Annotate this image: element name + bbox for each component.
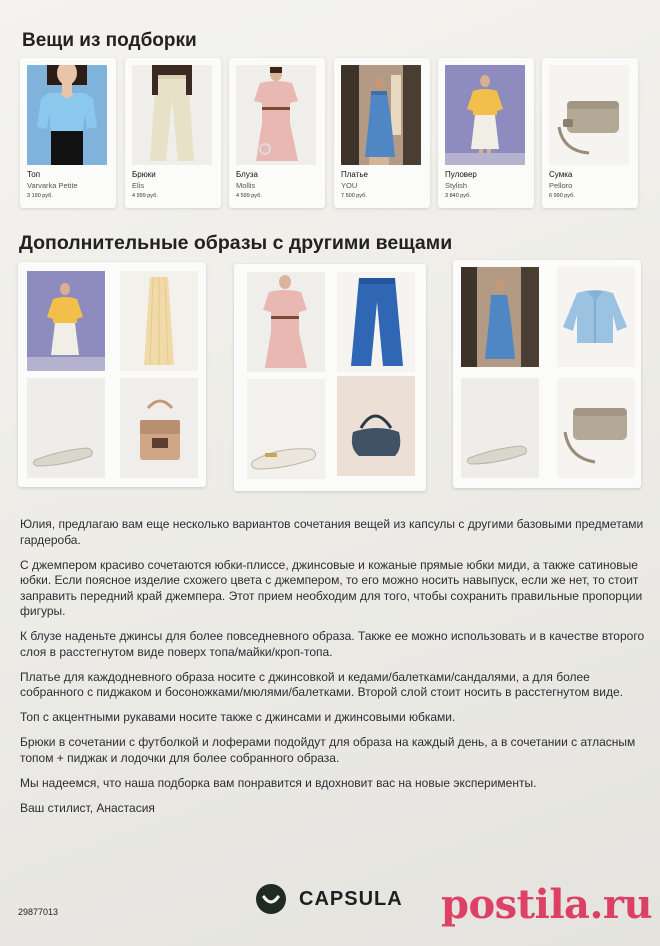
item-card-top[interactable]	[20, 58, 116, 208]
item-photo-dress	[341, 65, 421, 165]
item-brand: YOU	[341, 181, 358, 190]
capsula-smile-icon	[255, 883, 287, 915]
look-3-flats	[461, 378, 539, 478]
item-category: Платье	[341, 170, 368, 179]
message-paragraph: С джемпером красиво сочетаются юбки-плиссе, джинсовые и кожаные прямые юбки миди, а также сатиновые юбки. Если поясное изделие схожего цвета с джемпером, то его можно носить навыпуск, если же нет, то стоит заправить передний край джемпера. Этот прием необходим для того, чтобы сохранить правильные пропорции фигуры.	[20, 557, 643, 618]
capsula-logo	[255, 883, 403, 915]
look-3-bag	[557, 378, 635, 478]
looks-section-title: Дополнительные образы с другими вещами	[19, 232, 453, 254]
item-brand: Varvarka Petite	[27, 181, 78, 190]
look-1-model	[27, 271, 105, 371]
item-category: Сумка	[549, 170, 573, 179]
item-card-dress[interactable]	[334, 58, 430, 208]
look-card-1[interactable]	[18, 262, 206, 487]
look-1-flats	[27, 378, 105, 478]
item-card-blouse[interactable]	[229, 58, 325, 208]
item-category: Пуловер	[445, 170, 477, 179]
message-paragraph: Мы надеемся, что наша подборка вам понравится и вдохновит вас на новые эксперименты.	[20, 775, 537, 790]
look-2-model	[247, 272, 325, 372]
item-photo-trousers	[132, 65, 212, 165]
item-photo-bag	[549, 65, 629, 165]
item-price: 7 500 руб.	[341, 193, 367, 199]
item-price: 3 190 руб.	[27, 193, 53, 199]
item-price: 4 999 руб.	[132, 193, 158, 199]
item-category: Блуза	[236, 170, 258, 179]
look-1-bag	[120, 378, 198, 478]
look-3-model	[461, 267, 539, 367]
order-number: 29877013	[18, 907, 59, 917]
item-photo-blouse	[236, 65, 316, 165]
look-3-jacket	[557, 267, 635, 367]
brand-name: CAPSULA	[299, 887, 403, 910]
look-card-3[interactable]	[453, 260, 641, 488]
look-2-jeans	[337, 272, 415, 372]
item-card-pullover[interactable]	[438, 58, 534, 208]
watermark: postila.ru	[441, 881, 653, 928]
message-paragraph: Топ с акцентными рукавами носите также с джинсами и джинсовыми юбками.	[20, 710, 456, 724]
look-2-bag	[337, 376, 415, 476]
item-brand: Stylish	[445, 181, 468, 190]
look-2-loafers	[247, 379, 325, 479]
stylist-message	[20, 517, 645, 826]
item-brand: Mollis	[236, 181, 256, 190]
item-category: Брюки	[132, 170, 156, 179]
items-row	[20, 58, 640, 208]
item-brand: Pelloro	[549, 181, 573, 190]
item-photo-pullover	[445, 65, 525, 165]
item-price: 4 599 руб.	[236, 193, 262, 199]
item-price: 3 840 руб.	[445, 193, 471, 199]
item-card-trousers[interactable]	[125, 58, 221, 208]
look-1-skirt	[120, 271, 198, 371]
item-category: Топ	[27, 170, 41, 179]
message-paragraph: Юлия, предлагаю вам еще несколько вариантов сочетания вещей из капсулы с другими базовыми предметами гардероба.	[20, 517, 644, 547]
message-paragraph: К блузе наденьте джинсы для более повседневного образа. Также ее можно использовать и в качестве второго слоя в расстегнутом виде поверх топа/майки/кроп-топа.	[20, 629, 645, 659]
message-paragraph: Платье для каждодневного образа носите с джинсовкой и кедами/балетками/сандалями, а для более собранного с пиджаком и босоножками/мюлями/балетками. Второй слой стоит носить в расстегнутом виде.	[20, 669, 623, 699]
item-brand: Elis	[132, 181, 145, 190]
items-section-title: Вещи из подборки	[22, 30, 197, 51]
message-paragraph: Брюки в сочетании с футболкой и лоферами подойдут для образа на каждый день, а в сочетании с атласным топом + пиджак и лодочки для более собранного образа.	[20, 735, 636, 765]
item-price: 6 990 руб.	[549, 193, 575, 199]
item-card-bag[interactable]	[542, 58, 638, 208]
look-card-2[interactable]	[234, 264, 426, 491]
item-photo-top	[27, 65, 107, 165]
stylist-signature: Ваш стилист, Анастасия	[20, 800, 155, 815]
